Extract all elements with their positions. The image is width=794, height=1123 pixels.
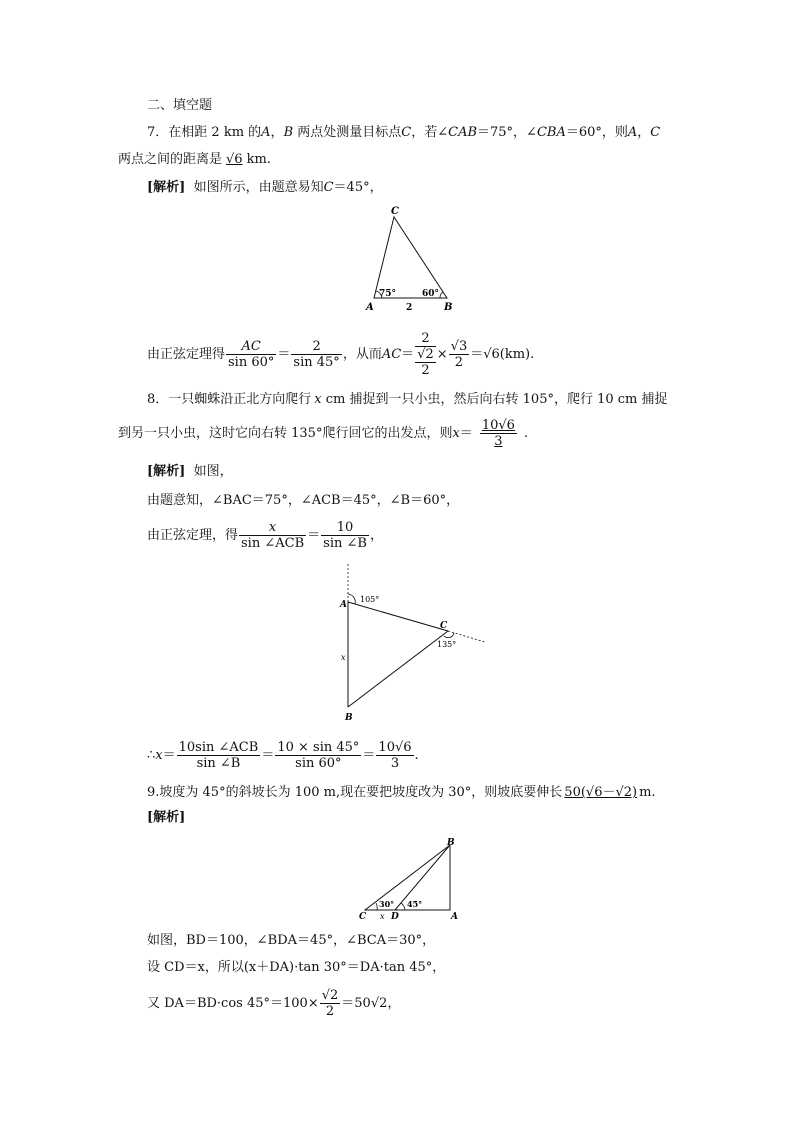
q8-comma: ，	[369, 528, 383, 543]
q7-answer: √6	[226, 152, 243, 167]
q8-frac1-den: sin ∠ACB	[241, 536, 305, 551]
q9-angle-d-label: 45°	[407, 899, 423, 909]
q7-frac3-mid: √2	[417, 347, 434, 362]
q7-analysis-text: 如图所示，由题意易知	[193, 180, 324, 195]
q8-end: .	[414, 748, 419, 763]
q8-result-x: x	[155, 748, 163, 763]
q8-label-a: A	[340, 600, 347, 610]
q8-sine-law: 由正弦定理，得 $\frac{x}{\text{sin ∠ACB}}$ ＝ $\frac{10}{\sin \angle B}$ ，	[147, 520, 383, 551]
q9-analysis-tag: [解析]	[147, 810, 186, 825]
q7-text-c: ，若∠	[411, 125, 449, 140]
q7-angle-a-label: 75°	[379, 289, 397, 299]
q8-answer-den: 3	[494, 434, 503, 449]
q7-equation	[147, 325, 534, 385]
q8-frac2-den: sin ∠B	[323, 536, 367, 551]
q9-l3-b: ＝50√2，	[341, 996, 401, 1011]
q7-frac3	[415, 331, 436, 378]
q7-frac2	[291, 339, 341, 370]
q7-frac4-den: 2	[454, 355, 464, 370]
q7-tail-a: A	[627, 125, 638, 140]
q7-side-label: 2	[406, 303, 413, 313]
q7-times: ×	[436, 347, 448, 362]
q8-answer	[474, 418, 523, 449]
q7-tail-sep: ，	[637, 125, 651, 140]
q7-frac1	[226, 339, 276, 370]
q7-text-a: 在相距 2 km 的	[168, 125, 262, 140]
q9-frac-den: 2	[325, 1004, 335, 1019]
q7-var-b: B	[283, 125, 294, 140]
q9-label-b: B	[447, 838, 455, 848]
q8-text-a: 一只蜘蛛沿正北方向爬行	[168, 392, 312, 407]
q7-frac3-den: 2	[421, 363, 430, 378]
q7-eq2: ＝	[401, 347, 415, 362]
q8-rfrac3-num: 10√6	[378, 740, 412, 755]
q7-eq1: ＝	[277, 347, 291, 362]
q8-text-b: cm 捕捉到一只小虫，然后向右转 105°，爬行 10 cm 捕捉	[321, 392, 668, 407]
q8-rfrac2-num: 10 × sin 45°	[277, 740, 360, 755]
q8-line2-x: x	[452, 426, 460, 441]
q8-label-b: B	[345, 713, 353, 723]
q8-rfrac3-den: 3	[390, 756, 400, 771]
q9-line1	[147, 785, 656, 801]
q7-ac: AC	[381, 347, 402, 362]
q7-line2-text: 两点之间的距离是	[118, 152, 223, 167]
q7-analysis	[147, 180, 383, 196]
q9-label-a: A	[451, 912, 458, 922]
q9-frac	[320, 988, 341, 1019]
q7-label-b: B	[444, 302, 453, 313]
q8-rfrac2-den: sin 60°	[295, 756, 342, 771]
section-title: 二、填空题	[147, 98, 213, 113]
q7-tail-c: C	[650, 125, 661, 140]
q9-unit: m.	[639, 785, 656, 800]
q7-result: ＝√6(km).	[470, 347, 535, 362]
q8-frac1	[239, 520, 306, 551]
q8-number: 8．	[147, 392, 169, 407]
q8-label-c: C	[440, 621, 448, 631]
q7-label-a: A	[366, 302, 374, 313]
q9-line-da	[147, 983, 400, 1025]
q9-slope-figure	[355, 835, 465, 925]
q7-val2: ＝60°，则	[565, 125, 628, 140]
q8-line2-end: .	[523, 426, 529, 441]
q7-unit: km.	[246, 152, 271, 167]
q8-analysis	[147, 464, 233, 480]
q8-rfrac1-den: sin ∠B	[196, 756, 241, 771]
q9-label-d: D	[391, 912, 399, 922]
q9-angle-c-label: 30°	[379, 899, 395, 909]
q7-frac1-num: AC	[226, 339, 276, 355]
q7-analysis-val: ＝45°，	[333, 180, 383, 195]
q9-line-given: 如图，BD＝100，∠BDA＝45°，∠BCA＝30°，	[147, 933, 436, 948]
q7-frac3-num: 2	[415, 331, 436, 347]
q7-sine-prefix: 由正弦定理得	[147, 347, 226, 362]
q7-triangle-figure	[360, 200, 470, 315]
q7-number: 7．	[147, 125, 169, 140]
q8-result: ∴x＝ $\frac{\text{10sin ∠ACB}}{\sin \angle B}$ ＝ $\frac{10 \times \sin 45^\circ}{\sin 60^\circ}$ ＝ $\frac{10√6}{3}$ .	[147, 740, 419, 771]
q7-frac4-num: √3	[450, 339, 468, 354]
q8-side-x-label: x	[341, 653, 346, 662]
q7-label-c: C	[391, 206, 399, 217]
q8-frac1-num: x	[239, 520, 306, 536]
q7-from: ，从而	[342, 347, 382, 362]
q7-analysis-tag: [解析]	[147, 180, 186, 195]
q7-frac2-num: 2	[291, 339, 341, 355]
q9-frac-num: √2	[321, 988, 339, 1003]
q9-x-label: x	[380, 912, 385, 921]
q8-frac2-num: 10	[321, 520, 369, 536]
q7-val1: ＝75°，∠	[477, 125, 537, 140]
q8-line2-text: 到另一只小虫，这时它向右转 135°爬行回它的出发点，则	[118, 426, 453, 441]
q9-answer: 50(√6－√2)	[564, 785, 638, 800]
q8-angle-c-label: 135°	[437, 640, 457, 649]
q7-frac2-den: sin 45°	[293, 355, 340, 370]
q9-label-c: C	[359, 912, 367, 922]
q7-line2	[118, 152, 271, 168]
q8-rfrac1	[177, 740, 261, 771]
q8-line2	[118, 413, 528, 455]
q8-therefore: ∴	[147, 748, 156, 763]
q7-var-a: A	[261, 125, 271, 140]
q8-line2-eq: ＝	[459, 426, 473, 441]
q7-analysis-var: C	[323, 180, 334, 195]
q8-analysis-tag: [解析]	[147, 464, 186, 479]
q8-spider-figure	[330, 562, 495, 727]
q8-rfrac2	[275, 740, 361, 771]
q8-answer-num: 10√6	[481, 418, 515, 433]
q7-frac1-den: sin 60°	[228, 355, 275, 370]
q8-rfrac3	[376, 740, 413, 771]
q7-text-b: 两点处测量目标点	[293, 125, 402, 140]
q7-angle1: CAB	[448, 125, 478, 140]
q7-frac4	[449, 339, 470, 370]
q8-rfrac1-num: 10sin ∠ACB	[178, 740, 259, 755]
q7-line1	[147, 125, 660, 141]
q8-given: 由题意知，∠BAC＝75°，∠ACB＝45°，∠B＝60°，	[147, 493, 460, 508]
q8-analysis-text: 如图，	[193, 464, 233, 479]
q8-var-x: x	[314, 392, 322, 407]
q8-line1	[147, 392, 668, 408]
q9-l3-a: 又 DA＝BD·cos 45°＝100×	[147, 996, 319, 1011]
q8-sine-prefix: 由正弦定理，得	[147, 528, 239, 543]
q9-line-setup: 设 CD＝x，所以(x＋DA)·tan 30°＝DA·tan 45°，	[147, 960, 446, 975]
q8-frac2	[321, 520, 369, 551]
q7-angle2: CBA	[536, 125, 566, 140]
q9-text: 9.坡度为 45°的斜坡长为 100 m,现在要把坡度改为 30°，则坡底要伸长	[147, 785, 563, 800]
q8-angle-a-label: 105°	[360, 595, 380, 604]
q7-angle-b-label: 60°	[422, 289, 440, 299]
q7-sep: ，	[270, 125, 284, 140]
q7-var-c: C	[401, 125, 412, 140]
